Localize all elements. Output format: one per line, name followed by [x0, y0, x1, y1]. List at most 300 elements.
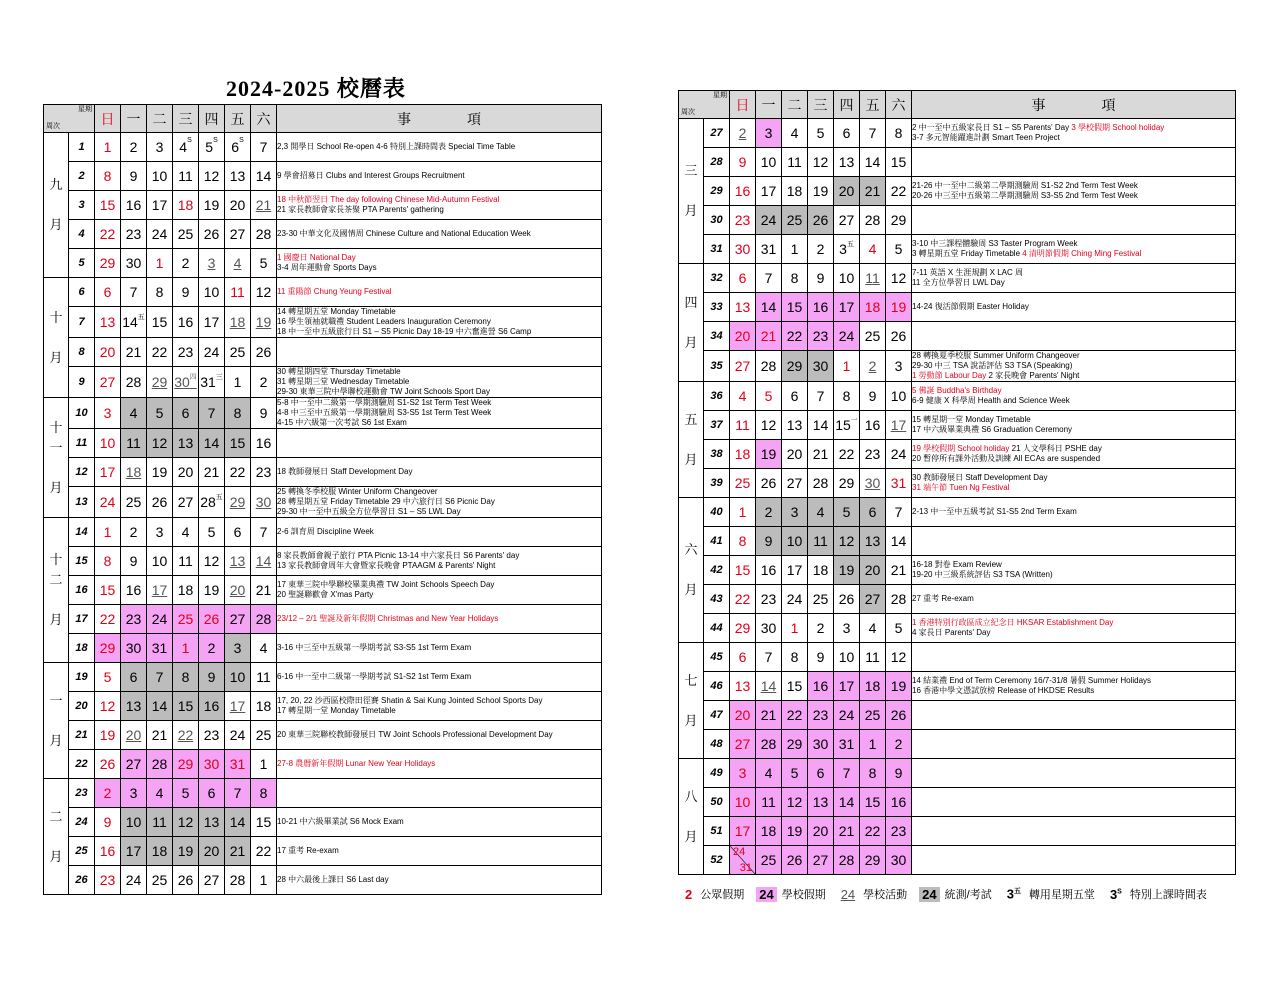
day-number: 9 — [259, 405, 268, 421]
events-cell — [912, 643, 1236, 672]
day-number: 9 — [816, 649, 825, 665]
day-number: 3 — [764, 125, 773, 141]
event-line — [277, 142, 601, 152]
events-cell — [912, 585, 1236, 614]
day-cell — [251, 249, 277, 278]
day-cell — [756, 411, 782, 440]
header-day-5: 五 — [225, 105, 251, 133]
day-cell — [756, 759, 782, 788]
day-number: 7 — [207, 405, 216, 421]
day-cell — [147, 307, 173, 338]
event-line — [277, 846, 601, 856]
day-cell — [173, 162, 199, 191]
day-number: 27 — [734, 358, 751, 374]
day-cell — [225, 750, 251, 779]
day-number: 13 — [229, 553, 246, 569]
event-line — [277, 408, 601, 418]
event-line — [277, 875, 601, 885]
event-text: 2-13 中一至中五級考試 S1-S5 2nd Term Exam — [912, 507, 1077, 516]
day-cell — [251, 634, 277, 663]
day-number: 4 — [868, 241, 877, 257]
day-number: 10 — [229, 669, 246, 685]
event-line — [277, 817, 601, 827]
week-row — [679, 206, 1236, 235]
day-number: 11 — [152, 814, 167, 830]
day-cell — [782, 643, 808, 672]
week-number: 22 — [69, 750, 95, 779]
day-cell — [860, 148, 886, 177]
day-cell — [730, 817, 756, 846]
day-cell — [886, 498, 912, 527]
day-cell — [756, 701, 782, 730]
day-number: 16 — [203, 698, 220, 714]
day-cell — [834, 701, 860, 730]
day-number: 15 — [255, 814, 272, 830]
day-cell — [225, 692, 251, 721]
day-number: 4 — [816, 504, 825, 520]
day-cell — [886, 672, 912, 701]
day-number: 2 — [764, 504, 773, 520]
day-cell — [808, 322, 834, 351]
day-cell — [756, 440, 782, 469]
header-corner — [679, 91, 730, 119]
day-cell — [225, 367, 251, 398]
day-cell — [808, 177, 834, 206]
day-number: 12 — [99, 698, 116, 714]
day-number: 2 — [129, 524, 138, 540]
event-line — [912, 628, 1235, 638]
day-cell — [95, 367, 121, 398]
week-number: 49 — [704, 759, 730, 788]
day-cell — [756, 148, 782, 177]
events-cell — [277, 458, 602, 487]
event-text: 19-20 中三級系統評估 S3 TSA (Written) — [912, 570, 1053, 579]
day-number: 21 — [838, 823, 855, 839]
day-cell — [886, 759, 912, 788]
legend-item — [682, 886, 744, 902]
events-cell — [277, 518, 602, 547]
header-events: 事 項 — [912, 91, 1236, 119]
event-text: 23/12 – 2/1 聖誕及新年假期 Christmas and New Year Holidays — [277, 614, 499, 623]
month-char — [44, 827, 68, 847]
event-text: 11 重陽節 Chung Yeung Festival — [277, 287, 392, 296]
month-char — [44, 711, 68, 731]
header-week-label: 周次 — [46, 123, 60, 130]
week-row — [44, 398, 602, 429]
events-cell — [912, 382, 1236, 411]
day-cell — [730, 351, 756, 382]
day-cell — [834, 585, 860, 614]
month-char: 七 — [684, 672, 698, 688]
day-cell — [251, 750, 277, 779]
day-number: 5 — [205, 139, 214, 155]
header-day-2: 二 — [147, 105, 173, 133]
event-text: 9 學會招募日 Clubs and Interest Groups Recruitment — [277, 171, 465, 180]
event-text: 19 學校假期 School holiday — [912, 444, 1010, 453]
day-cell — [860, 701, 886, 730]
day-cell — [251, 866, 277, 895]
header-day-5: 五 — [860, 91, 886, 119]
day-number: 15 — [786, 678, 803, 694]
day-number: 10 — [151, 553, 168, 569]
day-number: 13 — [734, 678, 751, 694]
day-number: 2 — [738, 125, 747, 141]
day-cell — [730, 322, 756, 351]
day-cell — [173, 605, 199, 634]
day-number: 24 — [838, 707, 855, 723]
day-cell — [95, 808, 121, 837]
month-label — [679, 264, 704, 382]
event-line — [912, 361, 1235, 371]
day-cell — [199, 133, 225, 162]
day-cell — [834, 119, 860, 148]
events-cell — [912, 119, 1236, 148]
day-number: 12 — [760, 417, 777, 433]
month-label — [44, 133, 69, 278]
day-number: 6 — [738, 270, 747, 286]
week-number: 8 — [69, 338, 95, 367]
day-number: 26 — [177, 872, 194, 888]
day-cell — [886, 382, 912, 411]
day-cell — [147, 278, 173, 307]
day-cell — [147, 576, 173, 605]
day-cell — [95, 338, 121, 367]
day-number: 30 — [864, 475, 881, 491]
week-row — [44, 338, 602, 367]
week-row — [44, 191, 602, 220]
day-number: 15 — [151, 314, 168, 330]
month-char: 月 — [684, 828, 698, 844]
day-cell — [860, 527, 886, 556]
day-number: 25 — [229, 344, 246, 360]
day-cell — [225, 133, 251, 162]
day-cell-split — [730, 846, 756, 875]
day-number: 2 — [868, 358, 877, 374]
day-number: 9 — [868, 388, 877, 404]
day-number: 29 — [177, 756, 194, 772]
legend-swatch — [1107, 887, 1125, 902]
day-number: 28 — [760, 736, 777, 752]
day-cell — [860, 759, 886, 788]
day-cell — [808, 556, 834, 585]
day-number: 2 — [259, 374, 268, 390]
day-number: 18 — [177, 582, 194, 598]
event-line — [912, 507, 1235, 517]
events-cell — [277, 808, 602, 837]
day-number: 31 — [760, 241, 777, 257]
day-number: 12 — [838, 533, 855, 549]
day-number: 27 — [812, 852, 829, 868]
week-row — [44, 220, 602, 249]
event-text: 21-26 中一至中二級第二學期測驗周 S1-S2 2nd Term Test Week — [912, 181, 1138, 190]
day-cell — [782, 672, 808, 701]
day-cell — [730, 672, 756, 701]
events-cell — [277, 191, 602, 220]
day-cell — [199, 779, 225, 808]
day-cell — [95, 750, 121, 779]
event-text: 18 中秋節翌日 The day following Chinese Mid-Autumn Festival — [277, 195, 500, 204]
day-number: 17 — [890, 417, 907, 433]
legend-swatch — [1004, 886, 1024, 901]
week-number: 29 — [704, 177, 730, 206]
day-cell — [782, 788, 808, 817]
day-cell — [860, 440, 886, 469]
day-marker: 五 — [846, 241, 854, 248]
events-cell — [277, 487, 602, 518]
day-number: 11 — [126, 435, 141, 451]
day-cell — [121, 692, 147, 721]
day-cell — [121, 518, 147, 547]
day-number: 25 — [864, 328, 881, 344]
week-row — [44, 487, 602, 518]
week-number: 42 — [704, 556, 730, 585]
day-number: 16 — [864, 417, 881, 433]
day-cell — [782, 351, 808, 382]
event-text: 3-10 中三課程體驗周 S3 Taster Program Week — [912, 239, 1078, 248]
day-cell — [199, 191, 225, 220]
day-number: 1 — [868, 736, 877, 752]
day-number: 15 — [835, 417, 851, 433]
event-line — [912, 278, 1235, 288]
day-cell — [808, 527, 834, 556]
day-number: 4 — [155, 785, 164, 801]
day-cell — [782, 440, 808, 469]
day-cell — [199, 518, 225, 547]
day-number: 28 — [255, 226, 272, 242]
week-row — [679, 322, 1236, 351]
day-cell — [121, 605, 147, 634]
day-number: 17 — [99, 464, 116, 480]
day-number: 28 — [864, 212, 881, 228]
event-text: 28 轉星期五堂 Friday Timetable 29 中六旅行日 S6 Picnic Day — [277, 497, 495, 506]
day-cell — [886, 264, 912, 293]
day-number: 28 — [200, 494, 216, 510]
day-cell — [147, 866, 173, 895]
legend-label: 統測/考試 — [944, 889, 992, 901]
day-number: 13 — [203, 814, 220, 830]
event-line — [277, 614, 601, 624]
day-number: 21 — [255, 197, 272, 213]
events-cell — [277, 837, 602, 866]
day-number: 15 — [786, 299, 803, 315]
day-cell — [730, 527, 756, 556]
event-text: 1 國慶日 National Day — [277, 253, 356, 262]
day-marker: 三 — [215, 374, 223, 381]
day-number: 15 — [177, 698, 194, 714]
week-row — [679, 440, 1236, 469]
day-cell — [730, 614, 756, 643]
day-cell — [251, 487, 277, 518]
day-cell — [886, 469, 912, 498]
event-text: 7-11 英語 X 生涯規劃 X LAC 周 — [912, 268, 1023, 277]
day-cell — [808, 672, 834, 701]
event-text: 20 聖誕聯歡會 X'mas Party — [277, 590, 374, 599]
day-number: 8 — [868, 765, 877, 781]
day-cell — [756, 469, 782, 498]
day-cell — [730, 235, 756, 264]
header-events: 事 項 — [277, 105, 602, 133]
month-char: 一 — [49, 692, 63, 708]
day-cell — [95, 692, 121, 721]
legend-item — [919, 886, 992, 902]
day-cell — [886, 585, 912, 614]
day-cell — [834, 730, 860, 759]
day-number: 6 — [738, 649, 747, 665]
events-cell — [912, 759, 1236, 788]
day-cell — [121, 487, 147, 518]
day-number: 14 — [255, 168, 272, 184]
day-number: 10 — [838, 649, 855, 665]
event-line — [912, 371, 1235, 381]
day-cell — [782, 411, 808, 440]
day-number: 3 — [155, 524, 164, 540]
day-cell — [121, 721, 147, 750]
day-cell — [886, 148, 912, 177]
day-number: 5 — [842, 504, 851, 520]
day-number: 24 — [125, 872, 142, 888]
week-row — [679, 788, 1236, 817]
day-number: 7 — [155, 669, 164, 685]
day-number: 23 — [864, 446, 881, 462]
day-cell — [834, 322, 860, 351]
day-cell — [251, 307, 277, 338]
day-cell — [251, 779, 277, 808]
day-number: 21 — [255, 582, 272, 598]
day-cell — [834, 846, 860, 875]
day-marker: S — [213, 137, 218, 144]
week-row — [44, 721, 602, 750]
day-cell — [95, 547, 121, 576]
events-cell — [912, 701, 1236, 730]
day-number: 29 — [151, 374, 168, 390]
week-row — [679, 177, 1236, 206]
day-number: 23 — [125, 226, 142, 242]
week-row — [679, 351, 1236, 382]
day-number: 31 — [739, 862, 752, 874]
month-char: 三 — [684, 163, 698, 178]
day-cell — [782, 614, 808, 643]
day-number: 19 — [838, 562, 855, 578]
day-number: 9 — [103, 814, 112, 830]
day-cell — [173, 191, 199, 220]
day-number: 30 — [174, 374, 190, 390]
week-row — [679, 846, 1236, 875]
day-number: 8 — [181, 669, 190, 685]
week-row — [44, 547, 602, 576]
day-cell — [251, 547, 277, 576]
day-cell — [860, 614, 886, 643]
day-cell — [173, 808, 199, 837]
day-number: 22 — [734, 591, 751, 607]
day-cell — [173, 663, 199, 692]
events-cell — [277, 547, 602, 576]
event-line — [277, 551, 601, 561]
day-number: 17 — [229, 698, 246, 714]
week-row — [679, 382, 1236, 411]
day-cell — [756, 264, 782, 293]
day-number: 18 — [812, 562, 829, 578]
week-number: 18 — [69, 634, 95, 663]
day-cell — [808, 293, 834, 322]
event-text: 11 全方位學習日 LWL Day — [912, 278, 1005, 287]
event-line — [277, 487, 601, 497]
day-cell — [199, 367, 225, 398]
events-cell — [912, 235, 1236, 264]
event-text: 31 端午節 Tuen Ng Festival — [912, 483, 1010, 492]
week-number: 11 — [69, 429, 95, 458]
day-number: 10 — [203, 284, 220, 300]
week-number: 30 — [704, 206, 730, 235]
event-text: 6-9 健康 X 科學周 Health and Science Week — [912, 396, 1070, 405]
day-number: 6 — [842, 125, 851, 141]
header-day-1: 一 — [121, 105, 147, 133]
day-cell — [121, 338, 147, 367]
event-line — [277, 527, 601, 537]
day-number: 2 — [129, 139, 138, 155]
day-cell — [95, 458, 121, 487]
day-number: 30 — [812, 358, 829, 374]
day-number: 5 — [894, 620, 903, 636]
day-number: 3 — [233, 640, 242, 656]
event-line — [277, 672, 601, 682]
day-cell — [860, 293, 886, 322]
week-number: 50 — [704, 788, 730, 817]
events-cell — [277, 398, 602, 429]
day-cell — [886, 293, 912, 322]
day-number: 3 — [103, 405, 112, 421]
event-text: 3 學校假期 School holiday — [1071, 123, 1165, 132]
day-cell — [251, 721, 277, 750]
day-number: 30 — [125, 640, 142, 656]
event-line — [912, 396, 1235, 406]
day-number: 13 — [838, 154, 855, 170]
day-number: 6 — [103, 284, 112, 300]
day-cell — [860, 672, 886, 701]
week-number: 15 — [69, 547, 95, 576]
day-cell — [173, 367, 199, 398]
month-char: 月 — [684, 203, 698, 218]
day-number: 15 — [99, 197, 116, 213]
day-number: 24 — [786, 591, 803, 607]
day-cell — [199, 750, 225, 779]
event-line — [912, 351, 1235, 361]
day-number: 20 — [838, 183, 855, 199]
event-text: 14 結業禮 End of Term Ceremony 16/7-31/8 暑假 Summer Holidays — [912, 676, 1152, 685]
day-number: 18 — [864, 299, 881, 315]
day-cell — [95, 663, 121, 692]
event-text: 29-30 中一至中五級全方位學習日 S1 – S5 LWL Day — [277, 507, 461, 516]
week-row — [679, 411, 1236, 440]
day-cell — [886, 440, 912, 469]
day-cell — [834, 382, 860, 411]
day-cell — [95, 576, 121, 605]
event-line — [277, 327, 601, 337]
event-line — [277, 253, 601, 263]
event-line — [912, 425, 1235, 435]
day-cell — [173, 837, 199, 866]
day-cell — [860, 119, 886, 148]
month-char: 月 — [49, 612, 63, 627]
day-cell — [251, 338, 277, 367]
month-label — [679, 759, 704, 875]
month-char: 五 — [684, 411, 698, 427]
day-number: 26 — [255, 344, 272, 360]
day-cell — [121, 837, 147, 866]
event-line — [277, 730, 601, 740]
day-number: 7 — [259, 524, 268, 540]
day-cell — [199, 634, 225, 663]
day-number: 17 — [151, 197, 168, 213]
